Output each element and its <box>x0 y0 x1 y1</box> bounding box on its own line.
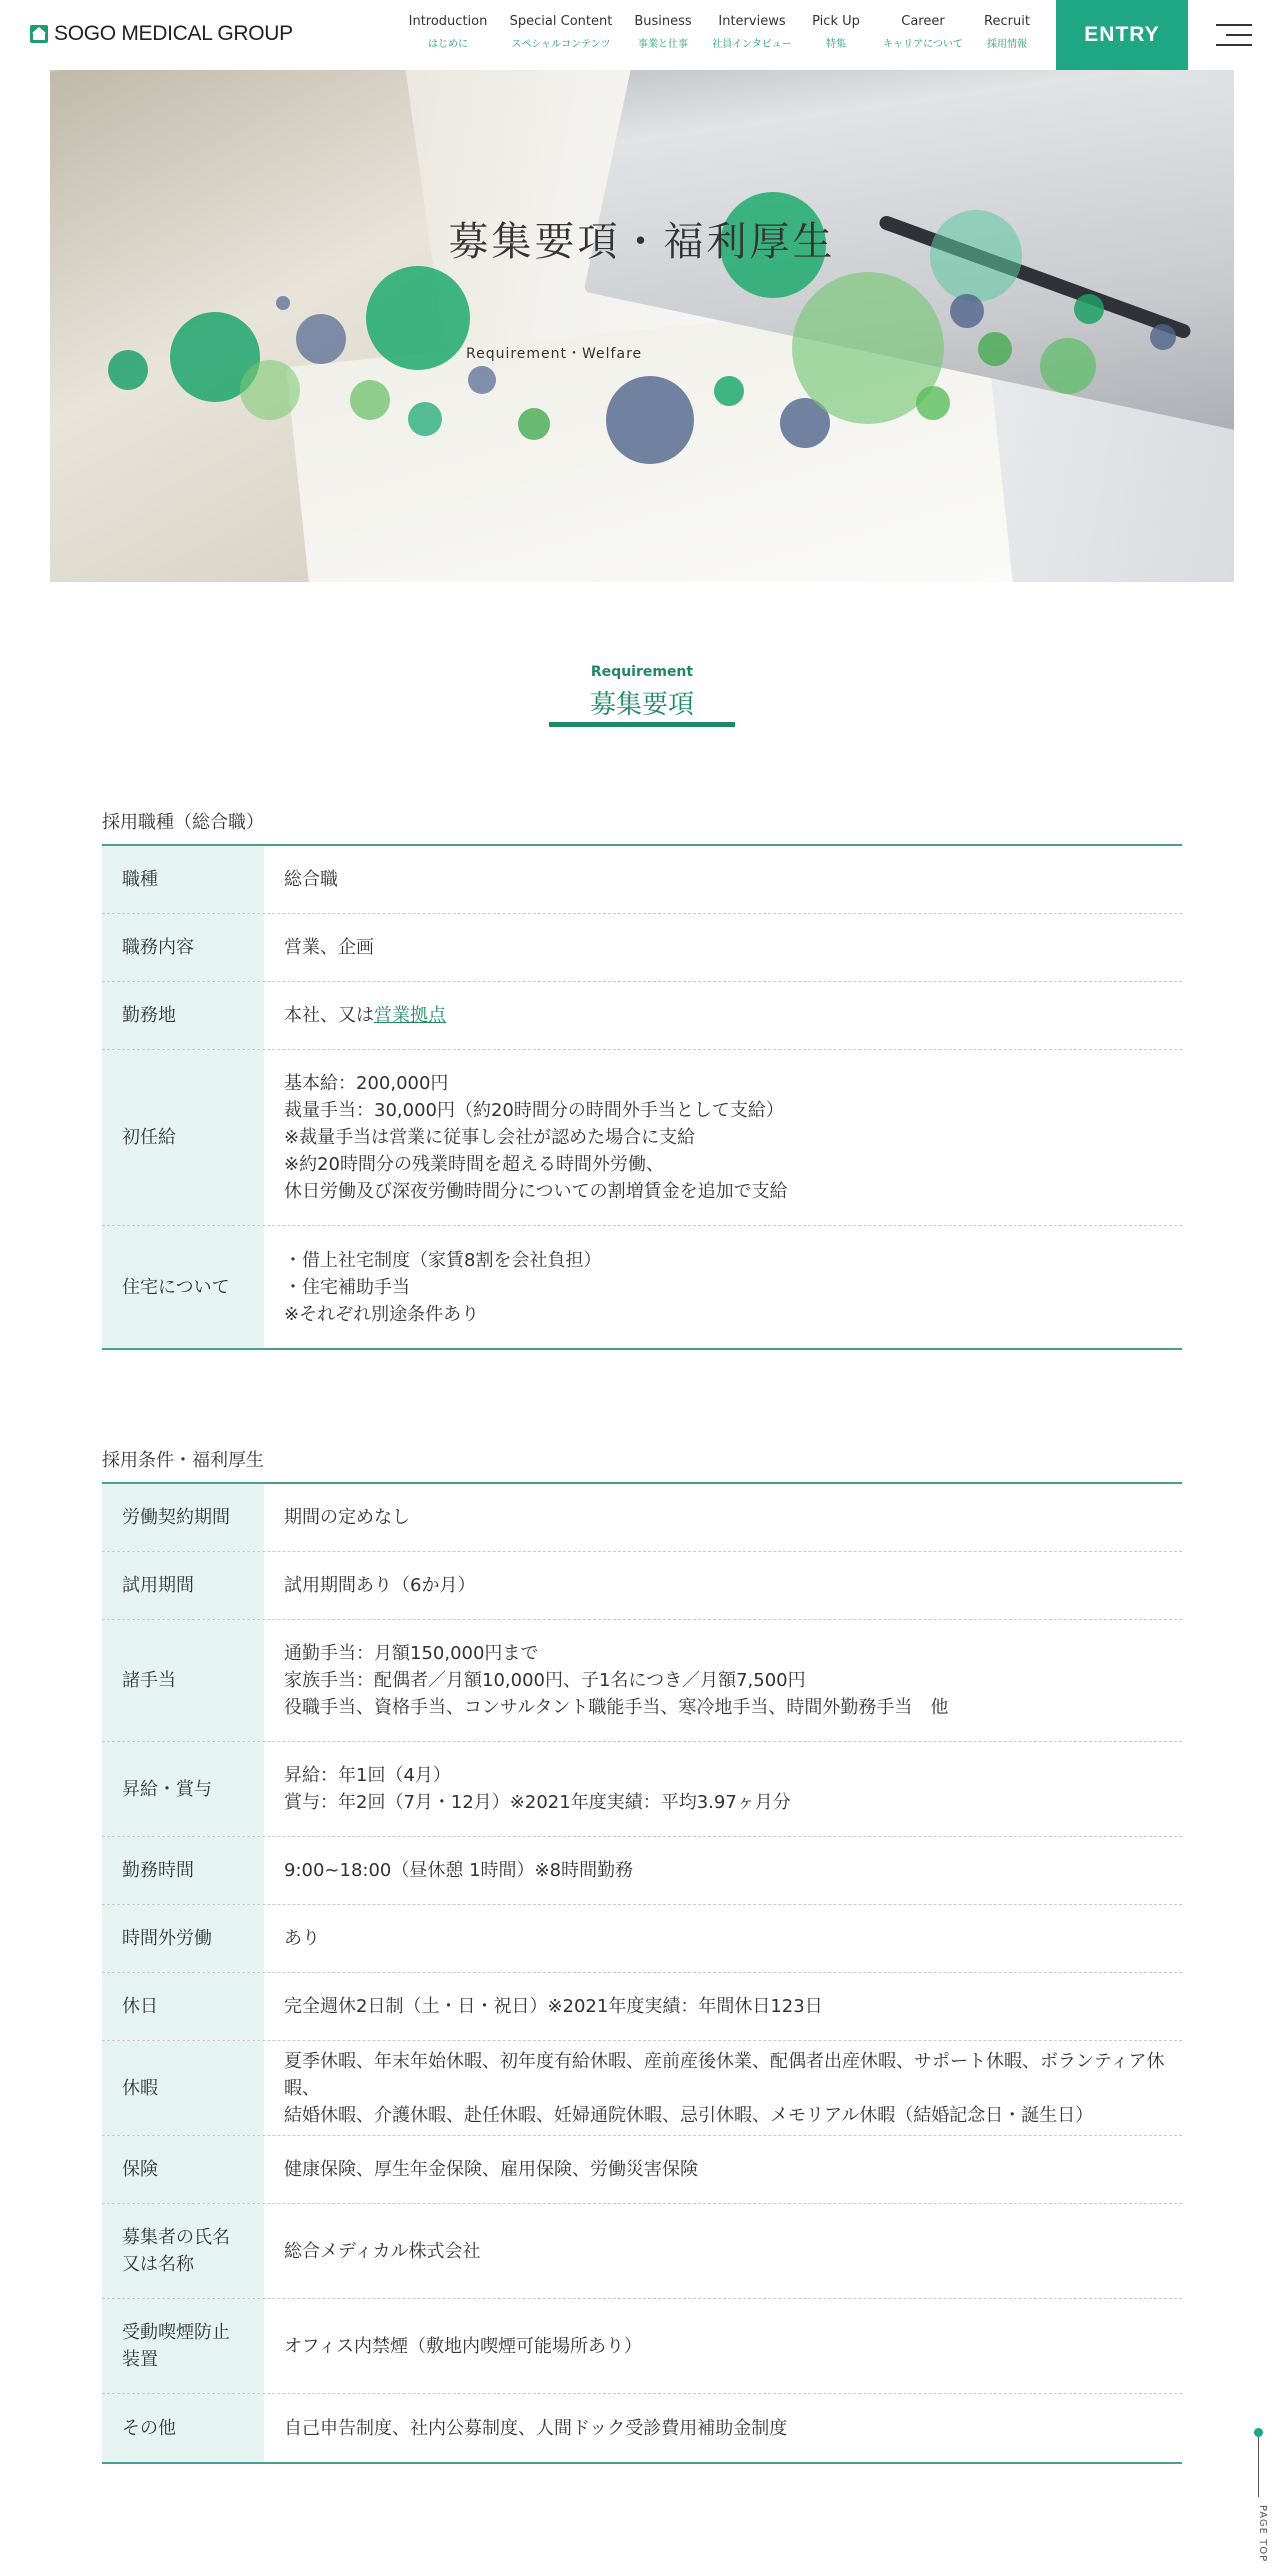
table-row <box>102 914 1182 982</box>
table-row-label: 勤務時間 <box>102 1837 264 1904</box>
table-row-value: 夏季休暇、年末年始休暇、初年度有給休暇、産前産後休業、配偶者出産休暇、サポート休暇、ボランティア休暇、 結婚休暇、介護休暇、赴任休暇、妊婦通院休暇、忌引休暇、メモリアル休暇（結婚記念日・誕生日） <box>284 2050 1165 2126</box>
table-row <box>102 1484 1182 1552</box>
nav-label-en: Career <box>901 14 945 29</box>
page-top-dot-icon <box>1254 2428 1263 2437</box>
menu-line <box>1226 34 1252 36</box>
table-row <box>102 2299 1182 2394</box>
table-row <box>102 1226 1182 1348</box>
nav-business[interactable] <box>630 14 696 50</box>
table-title-welfare: 採用条件・福利厚生 <box>102 1450 264 1471</box>
decorative-bubble <box>1074 294 1104 324</box>
table-row-label: 試用期間 <box>102 1552 264 1619</box>
nav-label-en: Interviews <box>718 14 786 29</box>
decorative-bubble <box>240 360 300 420</box>
hero-banner <box>50 70 1234 582</box>
table-row <box>102 1620 1182 1742</box>
nav-label-ja: 特集 <box>826 39 846 50</box>
table-row <box>102 1742 1182 1837</box>
table-row-label: 昇給・賞与 <box>102 1742 264 1836</box>
table-row <box>102 1973 1182 2041</box>
decorative-bubble <box>408 402 442 436</box>
table-row-value: 営業、企画 <box>284 937 374 958</box>
table-row-value: 通勤手当：月額150,000円まで 家族手当：配偶者／月額10,000円、子1名につき／月額7,500円 役職手当、資格手当、コンサルタント職能手当、寒冷地手当、時間外勤務手当 他 <box>284 1643 949 1718</box>
hero-subtitle: Requirement・Welfare <box>466 346 643 362</box>
decorative-bubble <box>916 386 950 420</box>
table-row-label: 住宅について <box>102 1226 264 1348</box>
menu-line <box>1216 24 1252 26</box>
table-row-label: その他 <box>102 2394 264 2462</box>
table-row-value: 総合職 <box>284 869 338 890</box>
section-title-en: Requirement <box>590 664 694 680</box>
table-row-value: 本社、又は <box>284 1005 374 1026</box>
table-row-label: 初任給 <box>102 1050 264 1225</box>
table-row-value: 期間の定めなし <box>284 1507 410 1528</box>
table-row-label: 時間外労働 <box>102 1905 264 1972</box>
nav-recruit[interactable] <box>978 14 1036 50</box>
decorative-bubble <box>1150 324 1176 350</box>
decorative-bubble <box>468 366 496 394</box>
decorative-bubble <box>350 380 390 420</box>
table-row <box>102 1050 1182 1226</box>
decorative-bubble <box>1040 338 1096 394</box>
table-row-value: 9:00~18:00（昼休憩 1時間）※8時間勤務 <box>284 1860 634 1881</box>
nav-label-en: Business <box>634 14 692 29</box>
sales-office-link[interactable]: 営業拠点 <box>374 1005 446 1026</box>
nav-label-en: Special Content <box>509 14 613 29</box>
table-row-label: 職務内容 <box>102 914 264 981</box>
table-row <box>102 2136 1182 2204</box>
nav-interviews[interactable] <box>710 14 794 50</box>
table-row <box>102 2041 1182 2136</box>
table-row-label: 職種 <box>102 846 264 913</box>
table-row <box>102 846 1182 914</box>
nav-label-ja: キャリアについて <box>883 39 963 50</box>
nav-label-en: Pick Up <box>812 14 860 29</box>
table-row-value: 試用期間あり（6か月） <box>284 1575 476 1596</box>
table-row-label: 勤務地 <box>102 982 264 1049</box>
decorative-bubble <box>606 376 694 464</box>
table-row-value: 昇給：年1回（4月） 賞与：年2回（7月・12月）※2021年度実績：平均3.97ヶ月分 <box>284 1765 791 1813</box>
nav-label-ja: 事業と仕事 <box>638 39 688 50</box>
site-header <box>0 0 1284 70</box>
table-row-label: 諸手当 <box>102 1620 264 1741</box>
welfare-table <box>102 1482 1182 2464</box>
table-row <box>102 1905 1182 1973</box>
table-row-value: 健康保険、厚生年金保険、雇用保険、労働災害保険 <box>284 2159 698 2180</box>
table-row-label: 休日 <box>102 1973 264 2040</box>
table-row-value: ・借上社宅制度（家賃8割を会社負担） ・住宅補助手当 ※それぞれ別途条件あり <box>284 1249 602 1325</box>
table-row-value: 基本給：200,000円 裁量手当：30,000円（約20時間分の時間外手当として支給） ※裁量手当は営業に従事し会社が認めた場合に支給 ※約20時間分の残業時間を超える時間外労働、 休日労働及び深夜労働時間分についての割増賃金を追加で支給 <box>284 1073 788 1202</box>
table-row-value: 自己申告制度、社内公募制度、人間ドック受診費用補助金制度 <box>284 2417 788 2439</box>
nav-label-ja: 社員インタビュー <box>712 39 792 50</box>
table-row-value: あり <box>284 1928 320 1949</box>
hero-title: 募集要項・福利厚生 <box>448 219 836 265</box>
nav-pick-up[interactable] <box>808 14 864 50</box>
decorative-bubble <box>518 408 550 440</box>
nav-label-en: Introduction <box>408 14 488 29</box>
table-row <box>102 982 1182 1050</box>
decorative-bubble <box>978 332 1012 366</box>
table-row-label: 休暇 <box>102 2041 264 2135</box>
entry-button[interactable]: ENTRY <box>1056 0 1188 70</box>
section-title-underline <box>549 722 735 727</box>
table-row <box>102 1552 1182 1620</box>
logo-text: SOGO MEDICAL GROUP <box>54 22 293 45</box>
nav-introduction[interactable] <box>404 14 492 50</box>
table-row-value: オフィス内禁煙（敷地内喫煙可能場所あり） <box>284 2335 643 2357</box>
decorative-bubble <box>366 266 470 370</box>
table-row <box>102 2204 1182 2299</box>
table-row <box>102 2394 1182 2462</box>
nav-label-ja: スペシャルコンテンツ <box>511 39 611 50</box>
menu-line <box>1216 44 1252 46</box>
nav-label-ja: はじめに <box>428 39 468 50</box>
table-title-job-type: 採用職種（総合職） <box>102 812 264 833</box>
page-top-line <box>1258 2437 1259 2497</box>
decorative-bubble <box>714 376 744 406</box>
table-row-value: 完全週休2日制（土・日・祝日）※2021年度実績：年間休日123日 <box>284 1996 823 2017</box>
page-top-button[interactable] <box>1252 2428 1269 2568</box>
table-row-label: 受動喫煙防止 装置 <box>122 2322 230 2370</box>
nav-career[interactable] <box>878 14 968 50</box>
table-row-value: 総合メディカル株式会社 <box>284 2240 481 2262</box>
decorative-bubble <box>276 296 290 310</box>
table-row-label: 募集者の氏名 又は名称 <box>122 2227 230 2275</box>
decorative-bubble <box>296 314 346 364</box>
hamburger-menu-icon[interactable] <box>1216 24 1252 46</box>
page-top-label: PAGE TOP <box>1257 2504 1269 2563</box>
table-row <box>102 1837 1182 1905</box>
decorative-bubble <box>108 350 148 390</box>
nav-special-content[interactable] <box>506 14 616 50</box>
section-title: 募集要項 <box>589 690 694 720</box>
nav-label-ja: 採用情報 <box>987 39 1027 50</box>
nav-label-en: Recruit <box>984 14 1030 29</box>
table-row-label: 労働契約期間 <box>102 1484 264 1551</box>
table-row-label: 保険 <box>102 2136 264 2203</box>
requirement-table <box>102 844 1182 1350</box>
decorative-bubble <box>950 294 984 328</box>
